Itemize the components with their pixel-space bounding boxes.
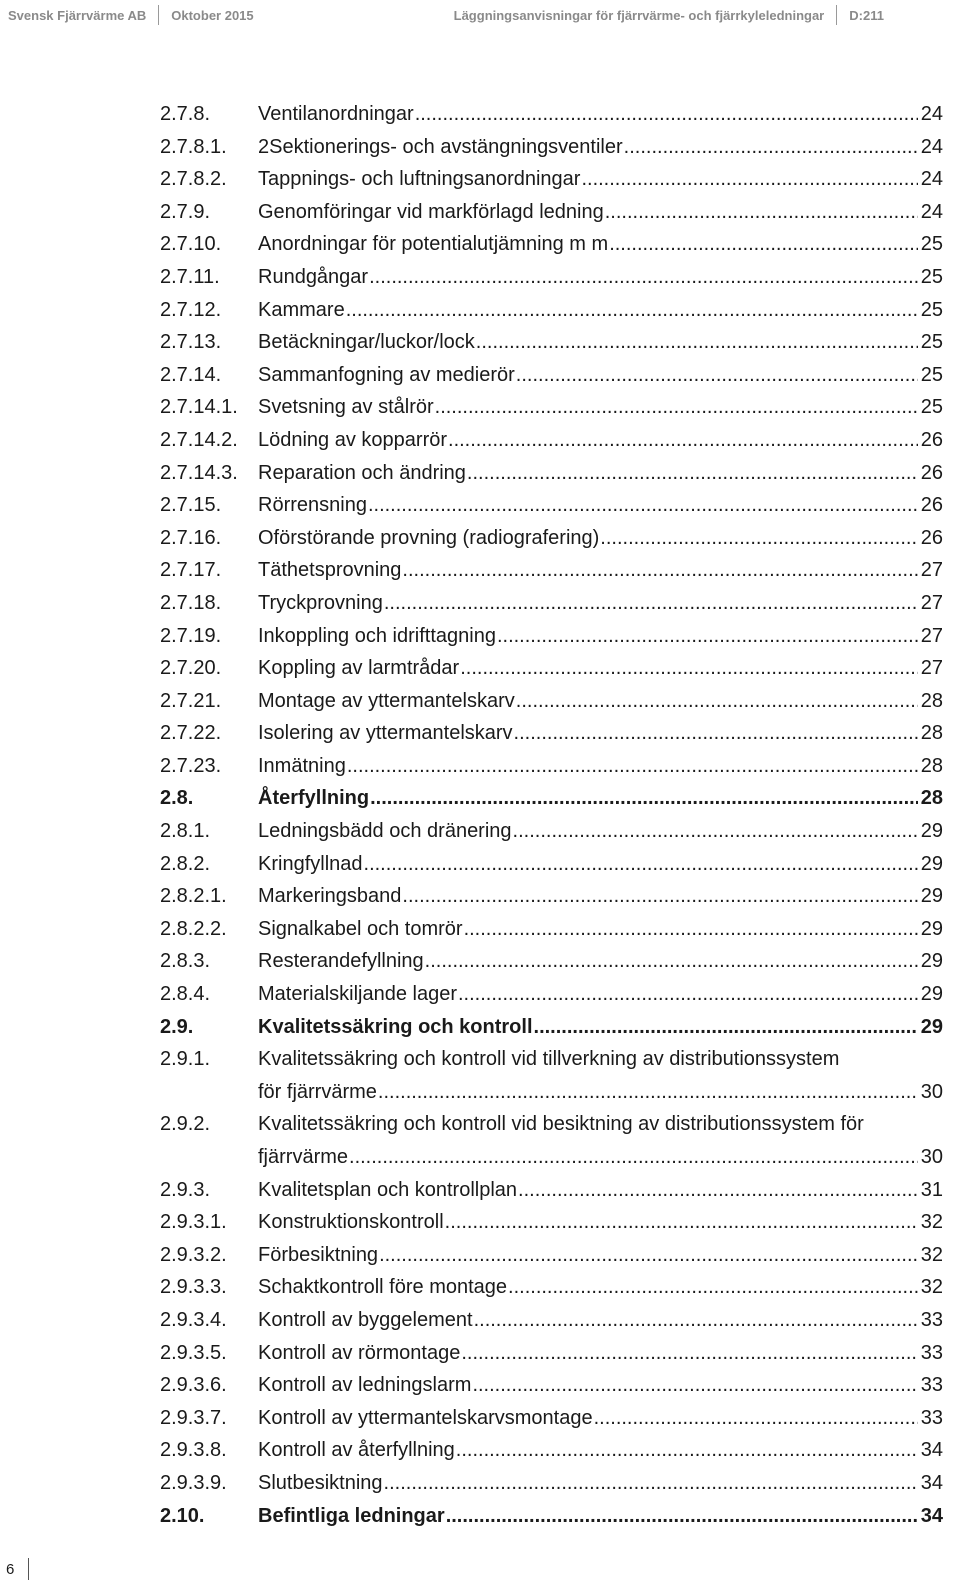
toc-entry-number: 2.9.3.2. xyxy=(160,1243,227,1266)
toc-entry-number: 2.9.3.8. xyxy=(160,1439,227,1462)
toc-entry-number: 2.7.8. xyxy=(160,103,211,125)
toc-dot-leader xyxy=(347,750,918,783)
toc-entry[interactable] xyxy=(160,782,943,815)
toc-entry-title: Signalkabel och tomrör xyxy=(258,917,463,940)
toc-entry-title: Montage av yttermantelskarv xyxy=(258,689,515,712)
toc-entry-number: 2.8.3. xyxy=(160,950,211,973)
toc-entry-number: 2.8.1. xyxy=(160,820,211,843)
toc-entry-title: Kontroll av rörmontage xyxy=(258,1341,461,1364)
toc-entry[interactable] xyxy=(160,522,943,555)
toc-entry[interactable] xyxy=(160,1434,943,1467)
toc-entry-title: 2Sektionerings- och avstängningsventiler xyxy=(258,135,623,158)
toc-entry[interactable] xyxy=(160,359,943,392)
toc-entry-title: Återfyllning xyxy=(258,787,370,810)
toc-entry[interactable] xyxy=(160,1271,943,1304)
toc-entry-title: Täthetsprovning xyxy=(258,559,402,582)
toc-entry[interactable] xyxy=(160,1402,943,1435)
toc-dot-leader xyxy=(448,424,918,457)
toc-entry-title: Kontroll av ledningslarm xyxy=(258,1374,472,1397)
toc-entry-title: Markeringsband xyxy=(258,885,402,908)
toc-dot-leader xyxy=(605,196,918,229)
toc-dot-leader xyxy=(516,685,918,718)
toc-entry-title: Konstruktionskontroll xyxy=(258,1211,444,1234)
toc-entry[interactable] xyxy=(160,131,943,164)
toc-entry-number: 2.7.14.3. xyxy=(160,461,238,484)
toc-entry-title: Kontroll av yttermantelskarvsmontage xyxy=(258,1406,593,1429)
toc-entry-title: Kvalitetssäkring och kontroll xyxy=(258,1015,533,1038)
toc-entry-title: Sammanfogning av medierör xyxy=(258,363,515,386)
toc-entry[interactable] xyxy=(160,457,943,490)
toc-entry-number: 2.9.3.7. xyxy=(160,1406,227,1429)
toc-entry[interactable] xyxy=(160,848,943,881)
toc-entry[interactable] xyxy=(160,815,943,848)
toc-entry[interactable] xyxy=(160,1043,943,1108)
toc-entry[interactable] xyxy=(160,1011,943,1044)
toc-entry[interactable] xyxy=(160,489,943,522)
toc-dot-leader xyxy=(402,554,917,587)
toc-entry-number: 2.8. xyxy=(160,787,194,810)
toc-entry-number: 2.7.20. xyxy=(160,657,222,680)
toc-entry-page: 29 xyxy=(920,885,943,908)
toc-entry-number: 2.7.12. xyxy=(160,298,222,321)
toc-entry-page: 29 xyxy=(920,852,943,875)
toc-entry-number: 2.7.10. xyxy=(160,233,222,256)
toc-entry-title: Materialskiljande lager xyxy=(258,983,457,1006)
toc-entry-title: Isolering av yttermantelskarv xyxy=(258,722,513,745)
toc-entry[interactable] xyxy=(160,913,943,946)
toc-entry-page: 27 xyxy=(920,559,943,582)
toc-entry-title: Oförstörande provning (radiografering) xyxy=(258,526,600,549)
toc-entry-page: 25 xyxy=(920,233,943,256)
table-of-contents xyxy=(160,98,943,1532)
toc-dot-leader xyxy=(346,294,918,327)
toc-dot-leader xyxy=(445,1206,918,1239)
toc-entry-page: 29 xyxy=(920,1015,943,1038)
toc-dot-leader xyxy=(402,880,917,913)
toc-entry-number: 2.7.21. xyxy=(160,689,222,712)
toc-dot-leader xyxy=(624,131,918,164)
toc-entry-number: 2.7.19. xyxy=(160,624,222,647)
toc-dot-leader xyxy=(425,945,918,978)
toc-entry-page: 28 xyxy=(920,689,943,712)
toc-entry-title: Kvalitetssäkring och kontroll vid tillverkning av distributionssystem xyxy=(258,1048,840,1071)
toc-entry-number: 2.9.1. xyxy=(160,1048,211,1071)
toc-entry-title: Betäckningar/luckor/lock xyxy=(258,331,475,354)
toc-entry[interactable] xyxy=(160,228,943,261)
toc-entry-page: 30 xyxy=(920,1080,943,1103)
toc-entry-number: 2.8.4. xyxy=(160,983,211,1006)
toc-entry-number: 2.7.18. xyxy=(160,591,222,614)
toc-dot-leader xyxy=(472,1369,917,1402)
toc-dot-leader xyxy=(415,98,918,131)
toc-entry-page: 29 xyxy=(920,820,943,843)
toc-entry-title: Svetsning av stålrör xyxy=(258,396,434,419)
toc-entry-title: Tappnings- och luftningsanordningar xyxy=(258,168,581,191)
toc-entry-page: 26 xyxy=(920,526,943,549)
toc-entry-title: Genomföringar vid markförlagd ledning xyxy=(258,200,604,223)
toc-entry[interactable] xyxy=(160,554,943,587)
toc-entry-number: 2.7.17. xyxy=(160,559,222,582)
toc-entry-page: 29 xyxy=(920,950,943,973)
toc-entry-page: 25 xyxy=(920,363,943,386)
header-divider xyxy=(158,5,159,25)
footer-divider xyxy=(28,1558,29,1580)
toc-dot-leader xyxy=(384,1467,918,1500)
toc-dot-leader xyxy=(378,1076,918,1109)
toc-entry-title: Lödning av kopparrör xyxy=(258,428,448,451)
header-document-code: D:211 xyxy=(849,7,884,23)
toc-entry-title: Inmätning xyxy=(258,754,346,777)
toc-entry[interactable] xyxy=(160,391,943,424)
toc-entry-title: Befintliga ledningar xyxy=(258,1504,445,1527)
toc-entry-number: 2.7.13. xyxy=(160,331,222,354)
toc-entry-page: 34 xyxy=(920,1504,943,1527)
toc-entry-page: 32 xyxy=(920,1211,943,1234)
toc-entry-page: 33 xyxy=(920,1308,943,1331)
toc-entry-title: Kvalitetsplan och kontrollplan xyxy=(258,1178,518,1201)
toc-entry[interactable] xyxy=(160,652,943,685)
toc-dot-leader xyxy=(581,163,917,196)
toc-entry-number: 2.7.8.2. xyxy=(160,168,227,191)
toc-dot-leader xyxy=(460,652,918,685)
toc-entry-page: 25 xyxy=(920,331,943,354)
toc-dot-leader xyxy=(600,522,917,555)
toc-entry-page: 34 xyxy=(920,1471,943,1494)
toc-dot-leader xyxy=(368,489,918,522)
toc-entry-number: 2.7.14.1. xyxy=(160,396,238,419)
toc-dot-leader xyxy=(379,1239,918,1272)
toc-entry[interactable] xyxy=(160,1206,943,1239)
toc-entry-title-continuation: för fjärrvärme xyxy=(258,1080,377,1103)
toc-entry-page: 24 xyxy=(920,103,943,125)
toc-entry-number: 2.7.22. xyxy=(160,722,222,745)
toc-dot-leader xyxy=(370,782,918,815)
toc-entry-number: 2.8.2. xyxy=(160,852,211,875)
toc-dot-leader xyxy=(349,1141,918,1174)
toc-entry-page: 33 xyxy=(920,1341,943,1364)
toc-entry-number: 2.9.3.4. xyxy=(160,1308,227,1331)
toc-entry-title: Anordningar för potentialutjämning m m xyxy=(258,233,609,256)
toc-dot-leader xyxy=(461,1337,917,1370)
toc-entry-page: 26 xyxy=(920,428,943,451)
toc-entry-page: 26 xyxy=(920,461,943,484)
toc-entry-title: Ledningsbädd och dränering xyxy=(258,820,512,843)
toc-entry-page: 32 xyxy=(920,1243,943,1266)
toc-entry-title: Inkoppling och idrifttagning xyxy=(258,624,496,647)
toc-dot-leader xyxy=(514,717,918,750)
toc-entry[interactable] xyxy=(160,750,943,783)
header-date: Oktober 2015 xyxy=(171,7,254,23)
toc-entry-page: 28 xyxy=(920,787,943,810)
toc-entry-page: 25 xyxy=(920,396,943,419)
toc-entry-title: Kvalitetssäkring och kontroll vid besiktning av distributionssystem för xyxy=(258,1113,864,1136)
toc-entry-page: 29 xyxy=(920,983,943,1006)
toc-entry-number: 2.8.2.2. xyxy=(160,917,227,940)
toc-entry[interactable] xyxy=(160,163,943,196)
toc-entry-number: 2.9.3.3. xyxy=(160,1276,227,1299)
toc-dot-leader xyxy=(384,587,918,620)
toc-entry-number: 2.7.9. xyxy=(160,200,211,223)
toc-dot-leader xyxy=(435,391,918,424)
toc-entry[interactable] xyxy=(160,978,943,1011)
toc-entry[interactable] xyxy=(160,424,943,457)
toc-entry-title: Rundgångar xyxy=(258,265,369,288)
toc-entry-page: 28 xyxy=(920,722,943,745)
toc-entry-title: Kammare xyxy=(258,298,345,321)
toc-entry-title: Resterandefyllning xyxy=(258,950,424,973)
toc-entry[interactable] xyxy=(160,717,943,750)
toc-entry[interactable] xyxy=(160,1467,943,1500)
toc-entry-title: Schaktkontroll före montage xyxy=(258,1276,508,1299)
toc-entry-page: 25 xyxy=(920,298,943,321)
toc-entry-title: Förbesiktning xyxy=(258,1243,379,1266)
toc-entry[interactable] xyxy=(160,685,943,718)
toc-dot-leader xyxy=(534,1011,918,1044)
toc-dot-leader xyxy=(446,1500,918,1533)
toc-entry[interactable] xyxy=(160,1239,943,1272)
toc-entry-title: Kontroll av återfyllning xyxy=(258,1439,455,1462)
toc-entry-page: 28 xyxy=(920,754,943,777)
toc-dot-leader xyxy=(508,1271,918,1304)
toc-entry-number: 2.9.3.9. xyxy=(160,1471,227,1494)
toc-entry-page: 26 xyxy=(920,494,943,517)
toc-entry[interactable] xyxy=(160,945,943,978)
toc-entry-number: 2.7.14. xyxy=(160,363,222,386)
toc-entry-page: 29 xyxy=(920,917,943,940)
toc-entry[interactable] xyxy=(160,1174,943,1207)
toc-entry-number: 2.9. xyxy=(160,1015,194,1038)
toc-entry-page: 32 xyxy=(920,1276,943,1299)
header-document-title: Läggningsanvisningar för fjärrvärme- och fjärrkyleledningar xyxy=(453,7,825,23)
toc-entry-number: 2.7.11. xyxy=(160,265,220,288)
toc-dot-leader xyxy=(467,457,918,490)
toc-entry-page: 31 xyxy=(920,1178,943,1201)
toc-entry-number: 2.7.15. xyxy=(160,494,222,517)
toc-entry[interactable] xyxy=(160,98,943,131)
toc-dot-leader xyxy=(458,978,918,1011)
header-divider xyxy=(836,5,837,25)
toc-entry[interactable] xyxy=(160,294,943,327)
toc-entry-title-continuation: fjärrvärme xyxy=(258,1146,349,1168)
toc-dot-leader xyxy=(516,359,918,392)
toc-entry-page: 34 xyxy=(920,1439,943,1462)
toc-dot-leader xyxy=(497,620,918,653)
page-footer xyxy=(6,1558,29,1580)
toc-entry-page: 27 xyxy=(920,624,943,647)
toc-entry-page: 27 xyxy=(920,591,943,614)
toc-dot-leader xyxy=(518,1174,918,1207)
toc-entry-title: Rörrensning xyxy=(258,494,367,517)
running-header xyxy=(8,0,884,30)
toc-entry-number: 2.9.3.5. xyxy=(160,1341,227,1364)
page-number: 6 xyxy=(6,1560,15,1578)
toc-dot-leader xyxy=(474,1304,918,1337)
toc-entry-page: 33 xyxy=(920,1406,943,1429)
toc-entry-title: Tryckprovning xyxy=(258,591,383,614)
toc-entry-number: 2.9.3.1. xyxy=(160,1211,227,1234)
toc-entry-number: 2.9.2. xyxy=(160,1113,211,1136)
toc-entry-number: 2.7.14.2. xyxy=(160,428,238,451)
toc-entry-title: Reparation och ändring xyxy=(258,461,466,484)
toc-entry[interactable] xyxy=(160,261,943,294)
toc-dot-leader xyxy=(364,848,918,881)
toc-entry-title: Koppling av larmtrådar xyxy=(258,657,460,680)
toc-dot-leader xyxy=(464,913,918,946)
toc-entry[interactable] xyxy=(160,1337,943,1370)
toc-dot-leader xyxy=(609,228,918,261)
toc-entry[interactable] xyxy=(160,587,943,620)
toc-entry-title: Ventilanordningar xyxy=(258,103,414,125)
toc-entry-page: 33 xyxy=(920,1374,943,1397)
toc-dot-leader xyxy=(456,1434,918,1467)
toc-entry-page: 27 xyxy=(920,657,943,680)
toc-entry[interactable] xyxy=(160,1304,943,1337)
toc-entry-number: 2.8.2.1. xyxy=(160,885,227,908)
toc-entry[interactable] xyxy=(160,1108,943,1173)
toc-dot-leader xyxy=(476,326,918,359)
toc-entry-page: 25 xyxy=(920,265,943,288)
toc-entry[interactable] xyxy=(160,1500,943,1533)
toc-entry[interactable] xyxy=(160,326,943,359)
toc-entry-page: 24 xyxy=(920,168,943,191)
toc-entry-number: 2.9.3.6. xyxy=(160,1374,227,1397)
toc-entry-page: 30 xyxy=(920,1146,943,1168)
toc-entry-number: 2.7.8.1. xyxy=(160,135,227,158)
toc-dot-leader xyxy=(513,815,918,848)
toc-entry-title: Slutbesiktning xyxy=(258,1471,383,1494)
toc-entry-title: Kontroll av byggelement xyxy=(258,1308,473,1331)
toc-entry-number: 2.10. xyxy=(160,1504,205,1527)
toc-entry-page: 24 xyxy=(920,135,943,158)
toc-entry-number: 2.7.23. xyxy=(160,754,222,777)
header-organization: Svensk Fjärrvärme AB xyxy=(8,7,147,23)
toc-entry[interactable] xyxy=(160,880,943,913)
toc-entry-number: 2.7.16. xyxy=(160,526,222,549)
toc-entry[interactable] xyxy=(160,620,943,653)
toc-entry-number: 2.9.3. xyxy=(160,1178,211,1201)
toc-dot-leader xyxy=(594,1402,918,1435)
toc-dot-leader xyxy=(369,261,918,294)
toc-entry-page: 24 xyxy=(920,200,943,223)
toc-entry[interactable] xyxy=(160,196,943,229)
toc-entry[interactable] xyxy=(160,1369,943,1402)
toc-entry-title: Kringfyllnad xyxy=(258,852,363,875)
